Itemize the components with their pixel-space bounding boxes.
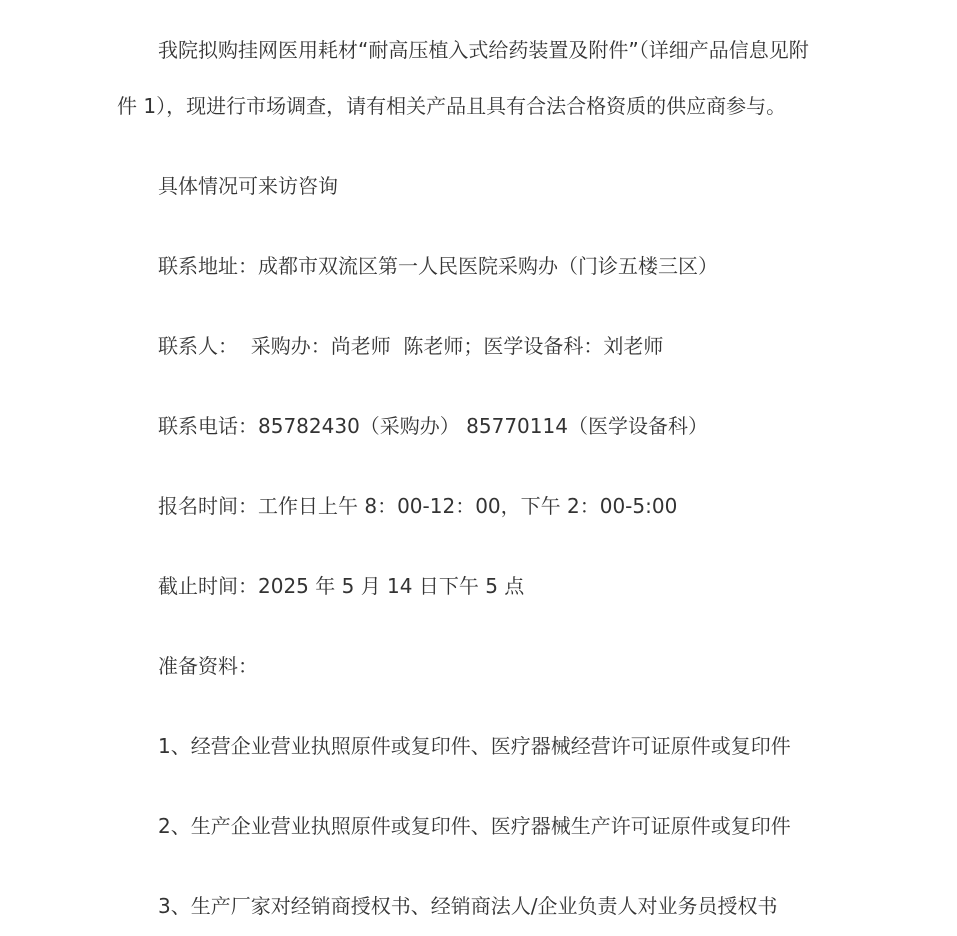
registration-time: 报名时间：工作日上午 8：00-12：00，下午 2：00-5:00 [158, 494, 678, 518]
deadline: 截止时间：2025 年 5 月 14 日下午 5 点 [158, 574, 525, 598]
materials-item-1: 1、经营企业营业执照原件或复印件、医疗器械经营许可证原件或复印件 [158, 734, 791, 758]
contact-phone: 联系电话：85782430（采购办） 85770114（医学设备科） [158, 414, 708, 438]
materials-item-2: 2、生产企业营业执照原件或复印件、医疗器械生产许可证原件或复印件 [158, 814, 791, 838]
contact-address: 联系地址：成都市双流区第一人民医院采购办（门诊五楼三区） [158, 254, 718, 278]
materials-item-3: 3、生产厂家对经销商授权书、经销商法人/企业负责人对业务员授权书 [158, 894, 778, 918]
intro-paragraph-line-1: 我院拟购挂网医用耗材“耐高压植入式给药装置及附件”（详细产品信息见附 [158, 38, 809, 62]
visit-note: 具体情况可来访咨询 [158, 174, 338, 198]
intro-paragraph-line-2: 件 1），现进行市场调查，请有相关产品且具有合法合格资质的供应商参与。 [117, 94, 787, 118]
contact-persons: 联系人： 采购办：尚老师 陈老师；医学设备科：刘老师 [158, 334, 664, 358]
materials-heading: 准备资料： [158, 654, 258, 678]
